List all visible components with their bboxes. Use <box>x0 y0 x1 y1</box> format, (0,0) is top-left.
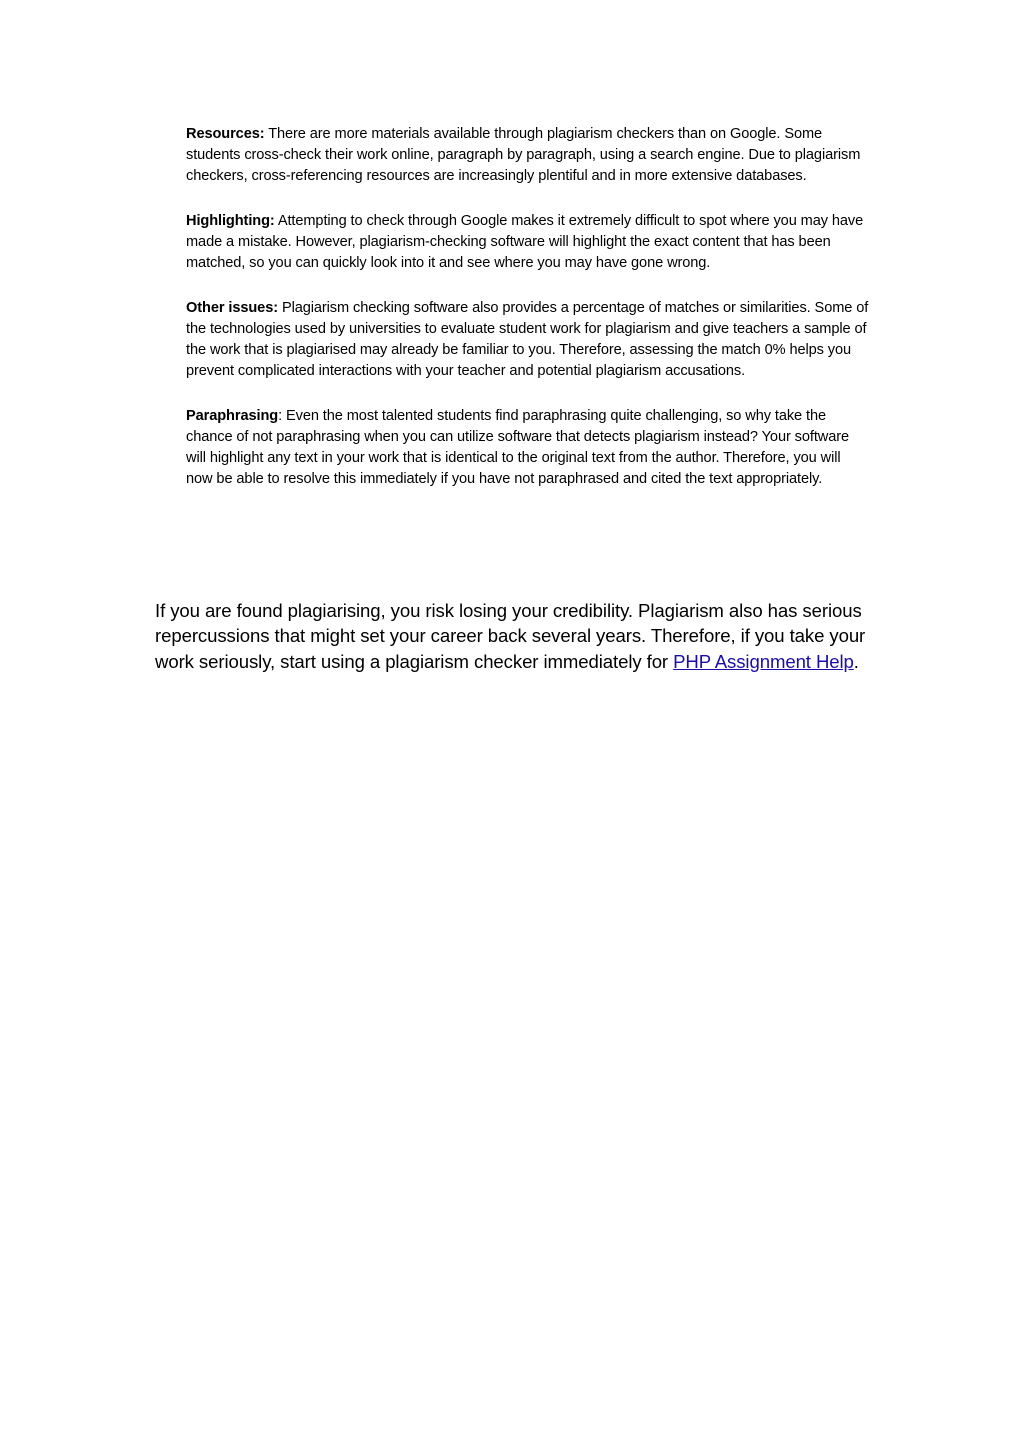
paraphrasing-term: Paraphrasing <box>186 408 279 424</box>
benefits-list <box>186 124 870 514</box>
paraphrasing-paragraph <box>186 406 870 490</box>
resources-term: Resources: <box>186 126 265 142</box>
conclusion-end: . <box>853 650 859 672</box>
conclusion-text: If you are found plagiarising, you risk losing your credibility. Plagiarism also has serious repercussions that might set your career back several years. Therefore, if you take your work seriously, start using a plagiarism checker immediately for <box>155 600 866 672</box>
highlighting-paragraph <box>186 211 870 274</box>
resources-paragraph <box>186 124 870 187</box>
highlighting-text: Attempting to check through Google makes it extremely difficult to spot where you may have made a mistake. However, plagiarism-checking software will highlight the exact content that has been matched, so you can quickly look into it and see where you may have gone wrong. <box>186 213 864 271</box>
other-issues-paragraph <box>186 298 870 382</box>
highlighting-term: Highlighting: <box>186 213 275 229</box>
other-issues-term: Other issues: <box>186 300 278 316</box>
resources-text: There are more materials available through plagiarism checkers than on Google. Some students cross-check their work online, paragraph by paragraph, using a search engine. Due to plagiarism checkers, cross-referencing resources are increasingly plentiful and in more extensive databases. <box>186 126 861 184</box>
conclusion-paragraph <box>155 598 875 674</box>
paraphrasing-text: : Even the most talented students find paraphrasing quite challenging, so why take the chance of not paraphrasing when you can utilize software that detects plagiarism instead? Your software will highlight any text in your work that is identical to the original text from the author. Therefore, you will now be able to resolve this immediately if you have not paraphrased and cited the text appropriately. <box>186 408 850 487</box>
other-issues-text: Plagiarism checking software also provides a percentage of matches or similarities. Some of the technologies used by universities to evaluate student work for plagiarism and give teachers a sample of the work that is plagiarised may already be familiar to you. Therefore, assessing the match 0% helps you prevent complicated interactions with your teacher and potential plagiarism accusations. <box>186 300 869 379</box>
php-assignment-help-link[interactable]: PHP Assignment Help <box>673 650 854 672</box>
